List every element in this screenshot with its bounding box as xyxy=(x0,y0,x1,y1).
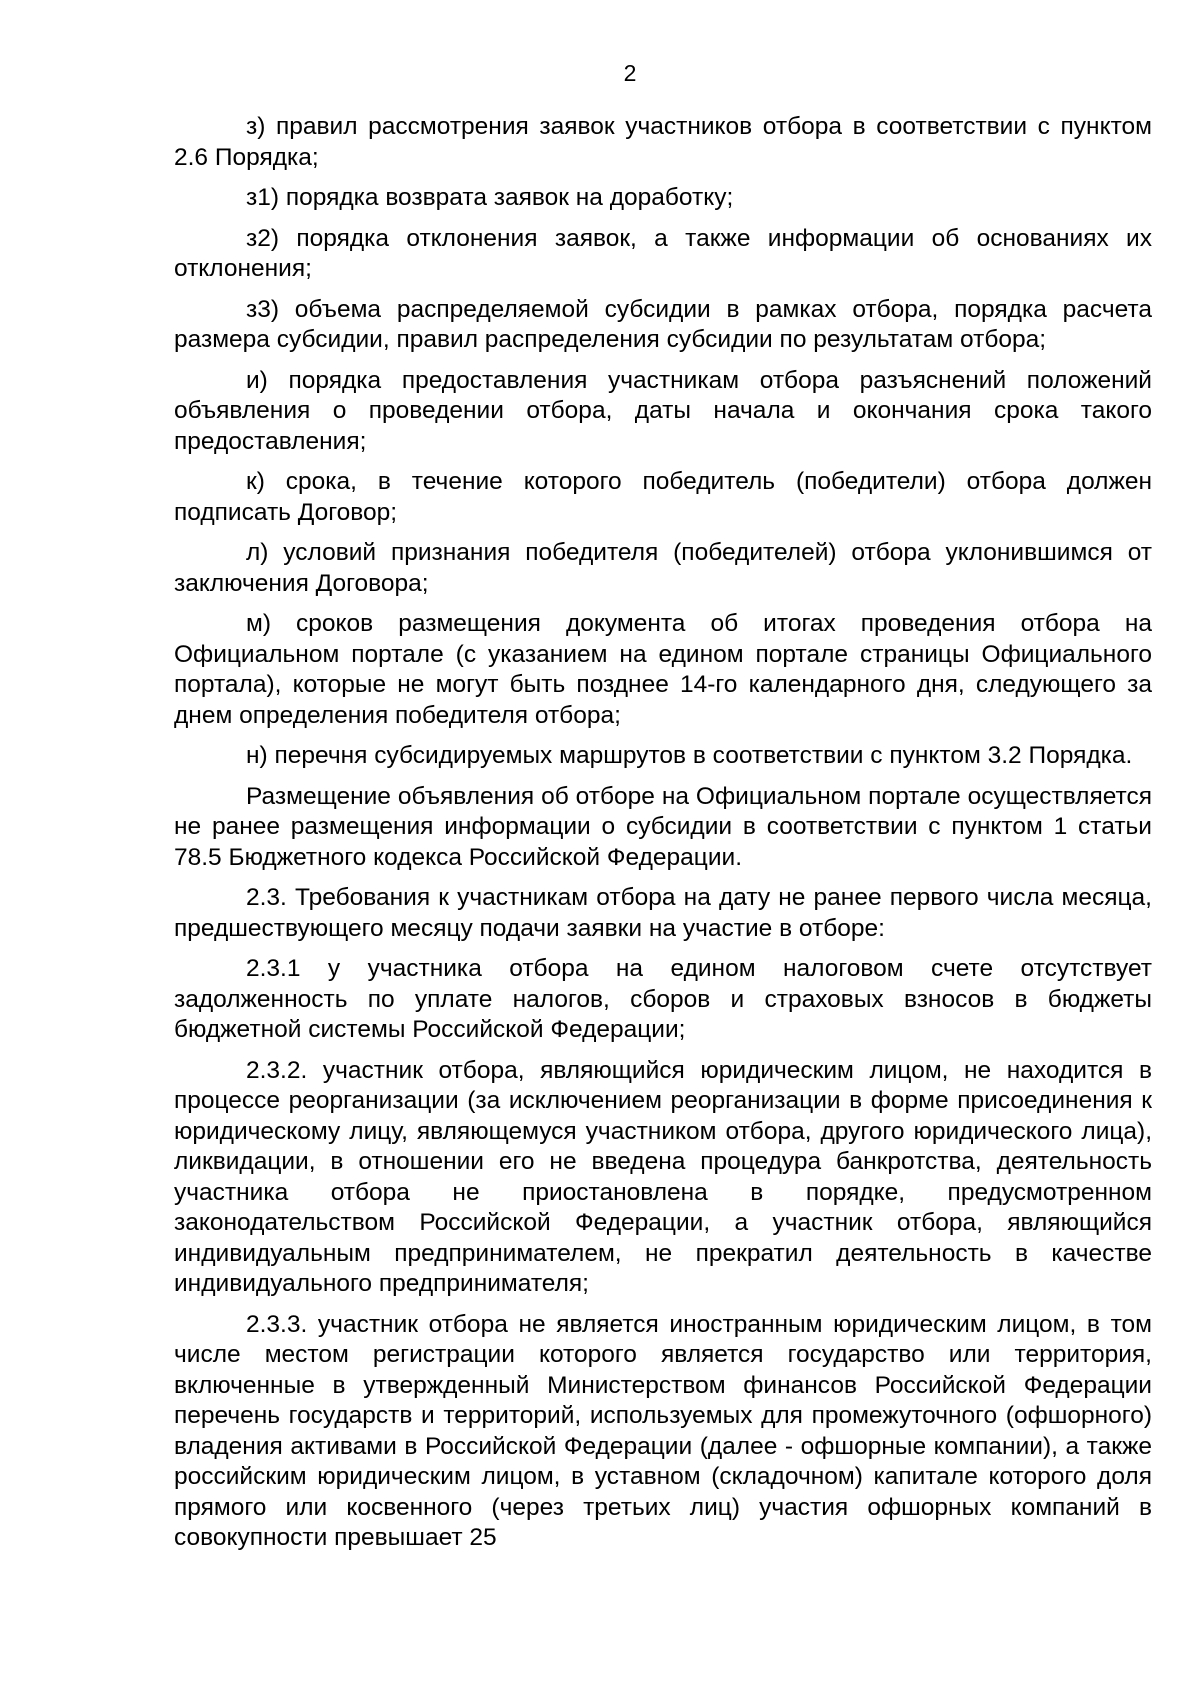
document-body xyxy=(174,112,1152,1564)
paragraph-2-3-3: 2.3.3. участник отбора не является иностранным юридическим лицом, в том числе местом регистрации которого является государство или территория, включенные в утвержденный Министерством финансов Российской Федерации перечень государств и территорий, используемых для промежуточного (офшорного) владения активами в Российской Федерации (далее - офшорные компании), а также российским юридическим лицом, в уставном (складочном) капитале которого доля прямого или косвенного (через третьих лиц) участия офшорных компаний в совокупности превышает 25 xyxy=(174,1310,1152,1551)
paragraph-n: н) перечня субсидируемых маршрутов в соответствии с пунктом 3.2 Порядка. xyxy=(246,742,1133,769)
paragraph-z1: з1) порядка возврата заявок на доработку; xyxy=(246,184,734,211)
paragraph-i: и) порядка предоставления участникам отбора разъяснений положений объявления о проведении отбора, даты начала и окончания срока такого предоставления; xyxy=(174,366,1152,455)
paragraph-2-3-2: 2.3.2. участник отбора, являющийся юридическим лицом, не находится в процессе реорганизации (за исключением реорганизации в форме присоединения к юридическому лицу, являющемуся участником отбора, другого юридического лица), ликвидации, в отношении его не введена процедура банкротства, деятельность участника отбора не приостановлена в порядке, предусмотренном законодательством Российской Федерации, а участник отбора, являющийся индивидуальным предпринимателем, не прекратил деятельность в качестве индивидуального предпринимателя; xyxy=(174,1056,1152,1297)
paragraph-z3: з3) объема распределяемой субсидии в рамках отбора, порядка расчета размера субсидии, правил распределения субсидии по результатам отбора; xyxy=(174,295,1152,353)
paragraph-z2: з2) порядка отклонения заявок, а также информации об основаниях их отклонения; xyxy=(174,224,1152,282)
paragraph-z: з) правил рассмотрения заявок участников отбора в соответствии с пунктом 2.6 Порядка; xyxy=(174,113,1152,171)
paragraph-k: к) срока, в течение которого победитель (победители) отбора должен подписать Договор; xyxy=(174,468,1152,526)
paragraph-announcement-placement: Размещение объявления об отборе на Официальном портале осуществляется не ранее размещения информации о субсидии в соответствии с пунктом 1 статьи 78.5 Бюджетного кодекса Российской Федерации. xyxy=(174,782,1152,871)
paragraph-2-3: 2.3. Требования к участникам отбора на дату не ранее первого числа месяца, предшествующего месяцу подачи заявки на участие в отборе: xyxy=(174,884,1152,942)
paragraph-2-3-1: 2.3.1 у участника отбора на едином налоговом счете отсутствует задолженность по уплате налогов, сборов и страховых взносов в бюджеты бюджетной системы Российской Федерации; xyxy=(174,955,1152,1043)
paragraph-l: л) условий признания победителя (победителей) отбора уклонившимся от заключения Договора; xyxy=(174,539,1152,597)
paragraph-m: м) сроков размещения документа об итогах проведения отбора на Официальном портале (с указанием на едином портале страницы Официального портала), которые не могут быть позднее 14-го календарного дня, следующего за днем определения победителя отбора; xyxy=(174,610,1152,729)
page-number: 2 xyxy=(623,60,637,86)
